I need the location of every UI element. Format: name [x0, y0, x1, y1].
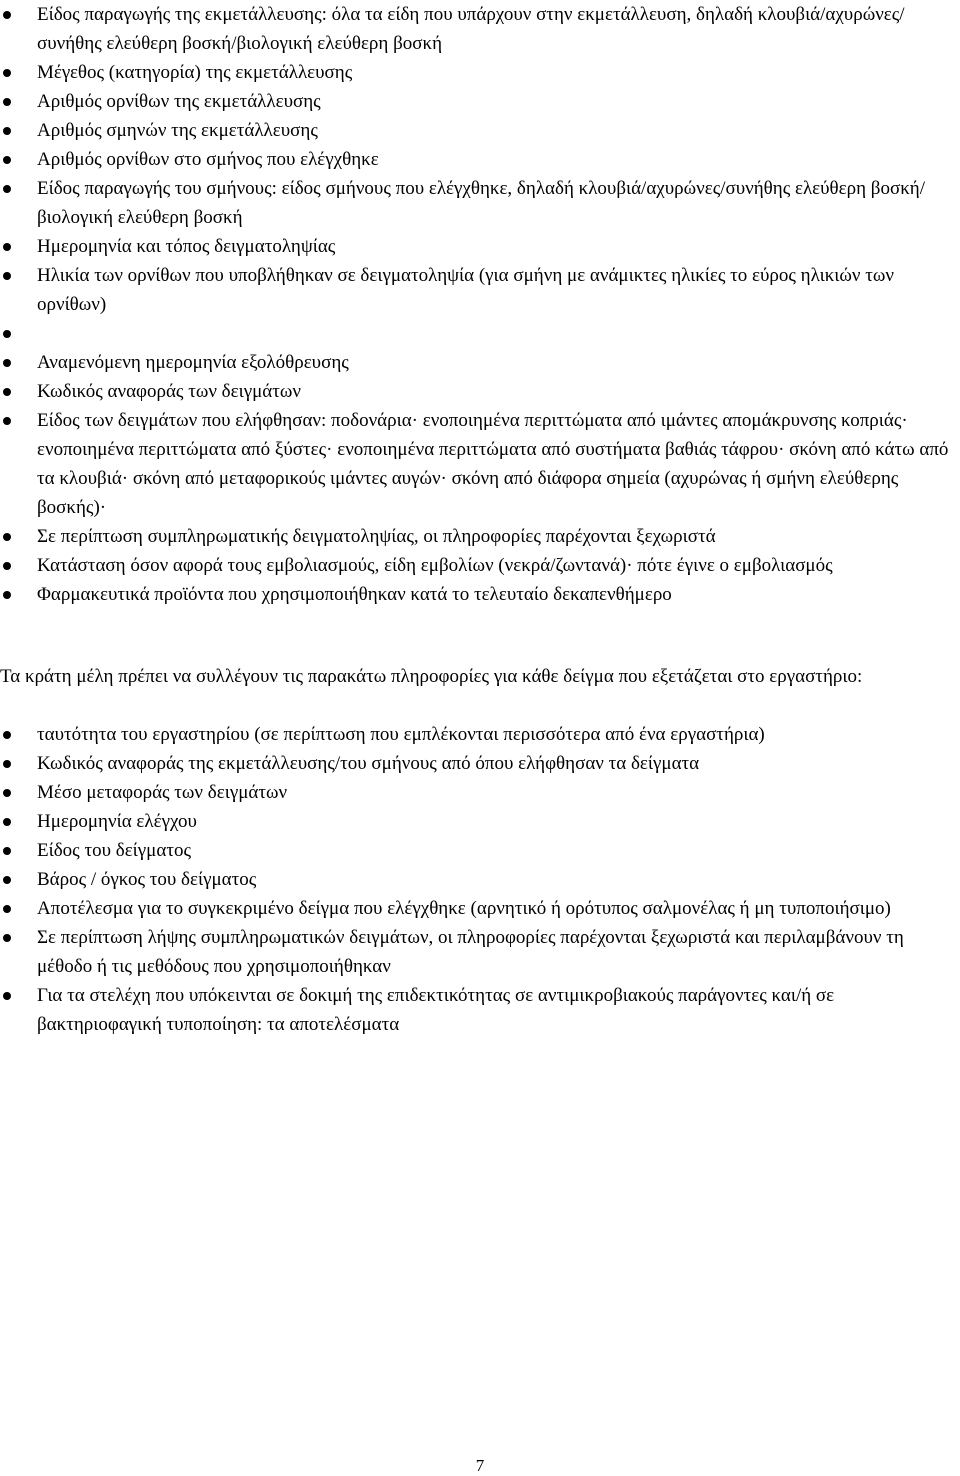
list-item-text: Κωδικός αναφοράς των δειγμάτων	[37, 381, 301, 402]
bullet-icon	[3, 760, 11, 768]
list-item	[0, 580, 960, 609]
list-item-text: Μέγεθος (κατηγορία) της εκμετάλλευσης	[37, 62, 353, 83]
page-number: 7	[475, 1456, 485, 1475]
list-item-text: Φαρμακευτικά προϊόντα που χρησιμοποιήθηκαν κατά το τελευταίο δεκαπενθήμερο	[37, 584, 672, 605]
bullet-icon	[3, 156, 11, 164]
list-item-text: Ημερομηνία ελέγχου	[37, 811, 197, 832]
list-item-text: Σε περίπτωση συμπληρωματικής δειγματοληψίας, οι πληροφορίες παρέχονται ξεχωριστά	[37, 526, 716, 547]
list-item-text: Ηλικία των ορνίθων που υποβλήθηκαν σε δειγματοληψία (για σμήνη με ανάμικτες ηλικίες το εύρος ηλικιών των ορνίθων)	[37, 265, 894, 315]
list-item-text: Σε περίπτωση λήψης συμπληρωματικών δειγμάτων, οι πληροφορίες παρέχονται ξεχωριστά και περιλαμβάνουν τη μέθοδο ή τις μεθόδους που χρησιμοποιήθηκαν	[37, 927, 904, 977]
list-item-text: Είδος των δειγμάτων που ελήφθησαν: ποδονάρια· ενοποιημένα περιττώματα από ιμάντες απομάκρυνσης κοπριάς· ενοποιημένα περιττώματα από ξύστες· ενοποιημένα περιττώματα από συστήματα βαθιάς τάφρου· σκόνη από κάτω από τα κλουβιά· σκόνη από μεταφορικούς ιμάντες αυγών· σκόνη από διάφορα σημεία (αχυρώνας ή σμήνη ελεύθερης βοσκής)·	[37, 410, 949, 518]
list-item-text: Κατάσταση όσον αφορά τους εμβολιασμούς, είδη εμβολίων (νεκρά/ζωντανά)· πότε έγινε ο εμβολιασμός	[37, 555, 833, 576]
list-item	[0, 807, 960, 836]
bullet-icon	[3, 562, 11, 570]
list-item-text: Είδος του δείγματος	[37, 840, 191, 861]
list-item-text: Μέσο μεταφοράς των δειγμάτων	[37, 782, 288, 803]
list-item-text: Αριθμός ορνίθων στο σμήνος που ελέγχθηκε	[37, 149, 379, 170]
bullet-icon	[3, 847, 11, 855]
bullet-icon	[3, 98, 11, 106]
list-item	[0, 87, 960, 116]
list-item	[0, 348, 960, 377]
list-item-text: Κωδικός αναφοράς της εκμετάλλευσης/του σμήνους από όπου ελήφθησαν τα δείγματα	[37, 753, 700, 774]
lab-info-intro-paragraph: Τα κράτη μέλη πρέπει να συλλέγουν τις παρακάτω πληροφορίες για κάθε δείγμα που εξετάζεται στο εργαστήριο:	[0, 666, 863, 687]
list-item	[0, 778, 960, 807]
list-item-text: Ημερομηνία και τόπος δειγματοληψίας	[37, 236, 336, 257]
bullet-icon	[3, 876, 11, 884]
list-item-text: Αριθμός σμηνών της εκμετάλλευσης	[37, 120, 318, 141]
list-item	[0, 174, 960, 232]
bullet-icon	[3, 330, 11, 338]
list-item-empty	[0, 319, 960, 348]
bullet-icon	[3, 185, 11, 193]
list-item-text: ταυτότητα του εργαστηρίου (σε περίπτωση που εμπλέκονται περισσότερα από ένα εργαστήρια)	[37, 724, 765, 745]
list-item	[0, 232, 960, 261]
list-item-text: Αριθμός ορνίθων της εκμετάλλευσης	[37, 91, 321, 112]
bullet-icon	[3, 789, 11, 797]
list-item	[0, 522, 960, 551]
bullet-icon	[3, 272, 11, 280]
list-item	[0, 377, 960, 406]
list-item	[0, 981, 960, 1039]
list-item	[0, 836, 960, 865]
bullet-icon	[3, 417, 11, 425]
list-item-text: Αναμενόμενη ημερομηνία εξολόθρευσης	[37, 352, 349, 373]
list-item	[0, 0, 960, 58]
list-item	[0, 145, 960, 174]
bullet-icon	[3, 388, 11, 396]
holding-info-list	[0, 0, 960, 609]
list-item	[0, 894, 960, 923]
list-item	[0, 261, 960, 319]
bullet-icon	[3, 992, 11, 1000]
list-item-text: Για τα στελέχη που υπόκεινται σε δοκιμή της επιδεκτικότητας σε αντιμικροβιακούς παράγοντες και/ή σε βακτηριοφαγική τυποποίηση: τα αποτελέσματα	[37, 985, 835, 1035]
list-item-text: Βάρος / όγκος του δείγματος	[37, 869, 257, 890]
list-item-text: Είδος παραγωγής του σμήνους: είδος σμήνους που ελέγχθηκε, δηλαδή κλουβιά/αχυρώνες/συνήθης ελεύθερη βοσκή/βιολογική ελεύθερη βοσκή	[37, 178, 925, 228]
bullet-icon	[3, 127, 11, 135]
list-item-text: Είδος παραγωγής της εκμετάλλευσης: όλα τα είδη που υπάρχουν στην εκμετάλλευση, δηλαδή κλουβιά/αχυρώνες/συνήθης ελεύθερη βοσκή/βιολογική ελεύθερη βοσκή	[37, 4, 905, 54]
list-item	[0, 406, 960, 522]
bullet-icon	[3, 69, 11, 77]
bullet-icon	[3, 243, 11, 251]
bullet-icon	[3, 731, 11, 739]
list-item	[0, 58, 960, 87]
list-item	[0, 551, 960, 580]
bullet-icon	[3, 905, 11, 913]
list-item	[0, 865, 960, 894]
bullet-icon	[3, 934, 11, 942]
list-item	[0, 923, 960, 981]
bullet-icon	[3, 818, 11, 826]
list-item	[0, 720, 960, 749]
list-item	[0, 749, 960, 778]
bullet-icon	[3, 11, 11, 19]
bullet-icon	[3, 359, 11, 367]
list-item	[0, 116, 960, 145]
list-item-text: Αποτέλεσμα για το συγκεκριμένο δείγμα που ελέγχθηκε (αρνητικό ή ορότυπος σαλμονέλας ή μη τυποποιήσιμο)	[37, 898, 891, 919]
bullet-icon	[3, 533, 11, 541]
lab-sample-info-list	[0, 720, 960, 1039]
bullet-icon	[3, 591, 11, 599]
